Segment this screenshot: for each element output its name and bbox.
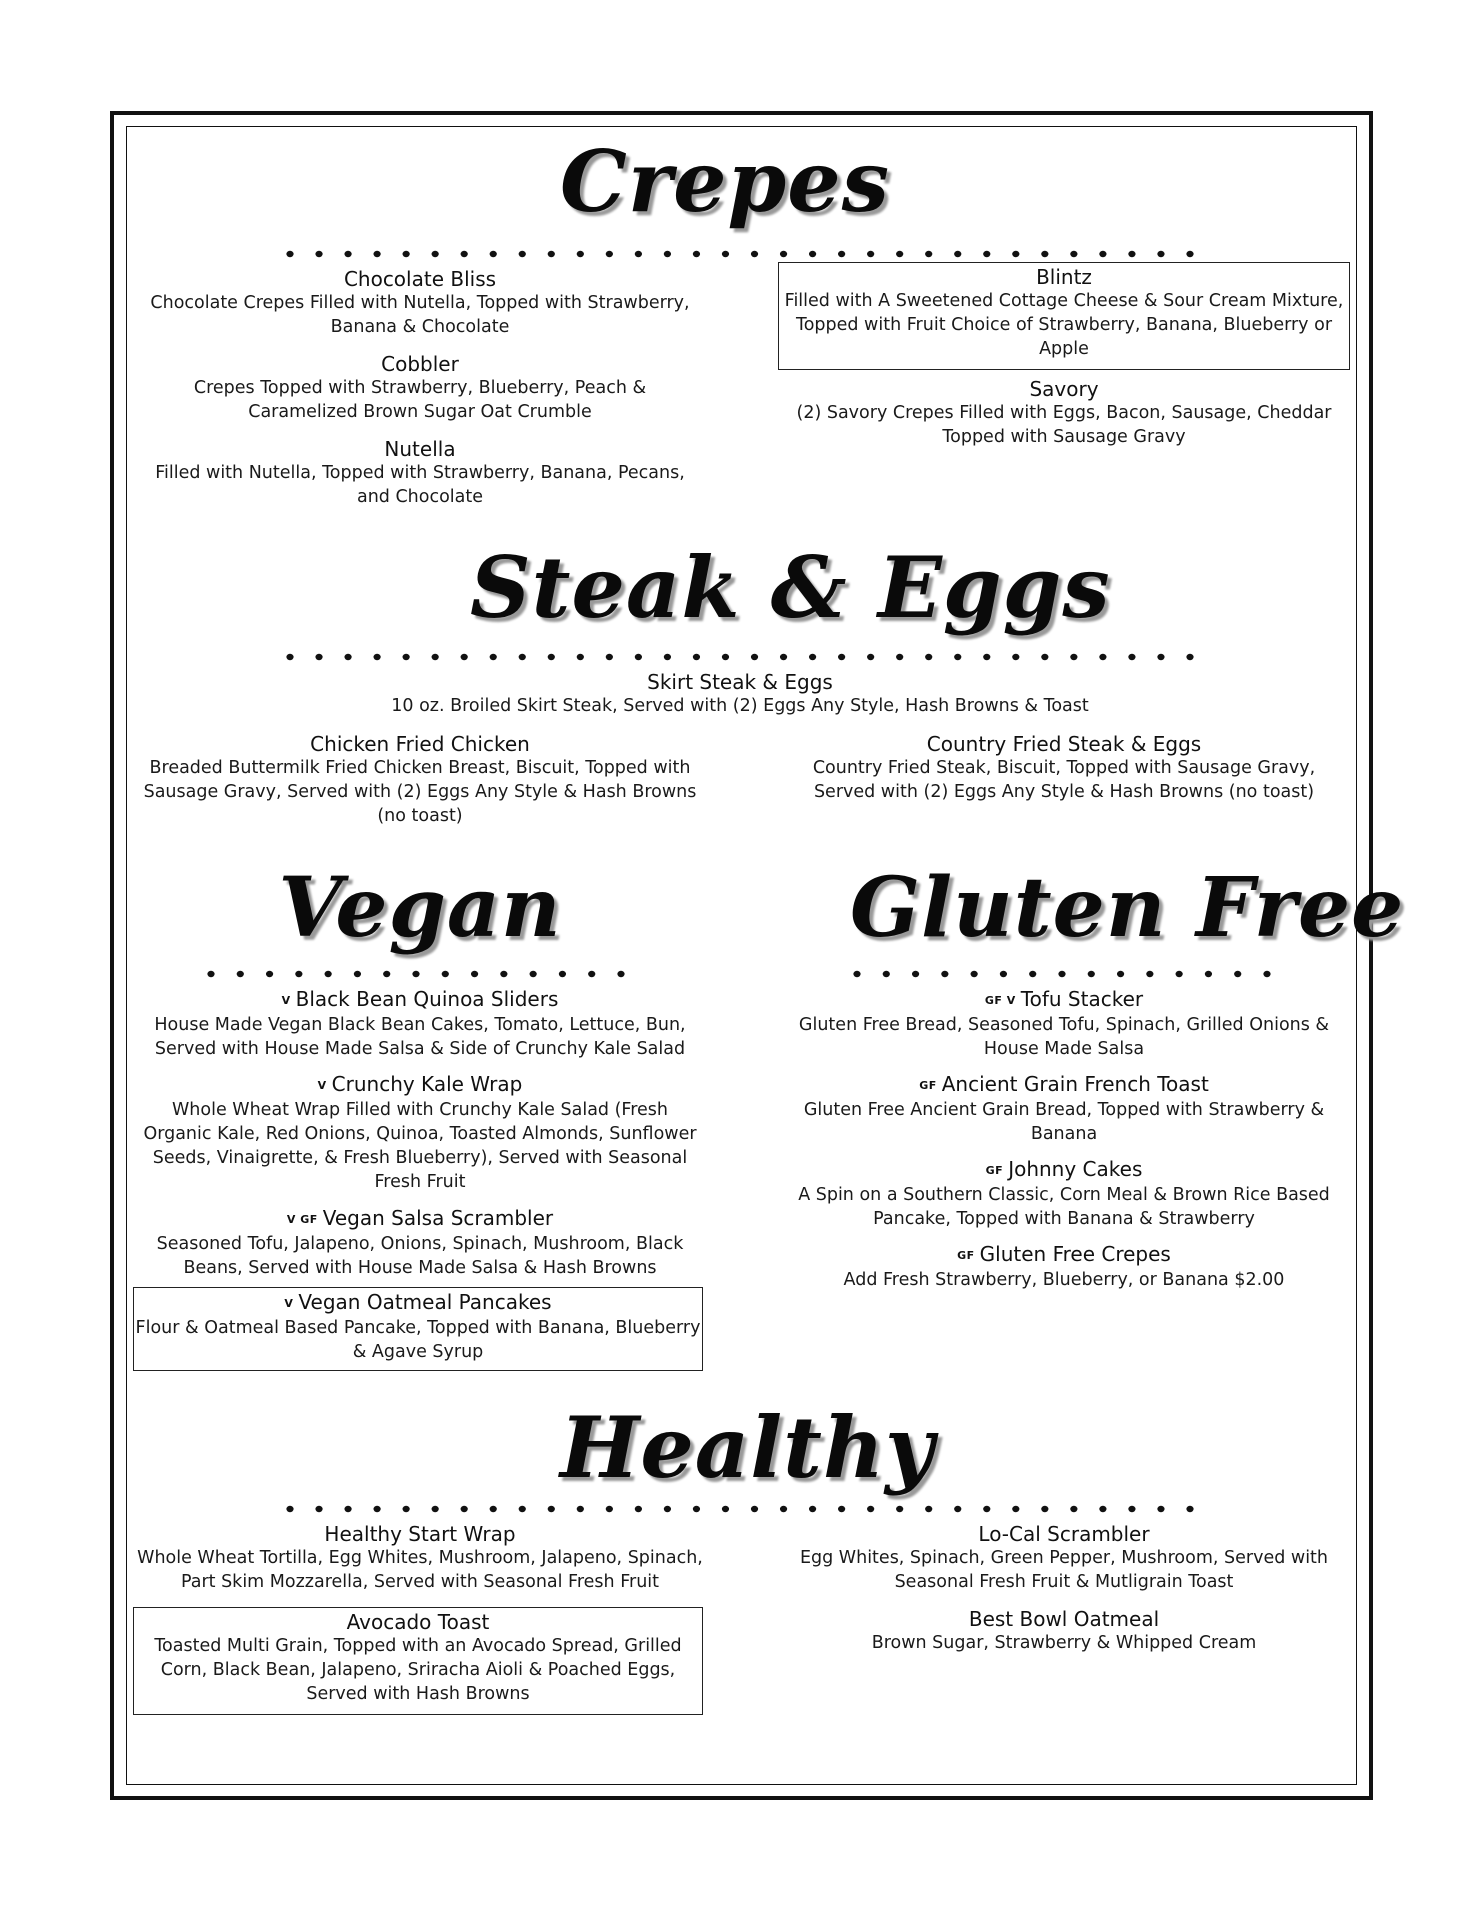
menu-item xyxy=(136,1072,704,1194)
divider-dot xyxy=(1012,251,1019,257)
divider-dot xyxy=(1186,1506,1193,1512)
divider-dot xyxy=(722,1506,729,1512)
divider-dot xyxy=(1263,971,1270,977)
item-name: Nutella xyxy=(384,437,456,461)
dietary-tag: V xyxy=(284,1297,294,1310)
divider-dot xyxy=(1088,971,1095,977)
divider-dot xyxy=(809,1506,816,1512)
heading-healthy: Healthy xyxy=(560,1398,935,1497)
item-name: Chicken Fried Chicken xyxy=(310,732,530,756)
divider-dot xyxy=(971,971,978,977)
dietary-tag: GF xyxy=(957,1249,975,1262)
item-name-text: Tofu Stacker xyxy=(1020,987,1144,1011)
item-description: Chocolate Crepes Filled with Nutella, Topped with Strawberry, Banana & Chocolate xyxy=(150,293,690,337)
dietary-tag: GF V xyxy=(984,994,1016,1007)
divider-dot xyxy=(1128,654,1135,660)
menu-item xyxy=(340,670,1140,718)
divider-dot xyxy=(559,971,566,977)
item-name xyxy=(786,1157,1342,1183)
item-description: Toasted Multi Grain, Topped with an Avocado Spread, Grilled Corn, Black Bean, Jalapeno, Sriracha Aioli & Poached Eggs, Served with Hash Browns xyxy=(154,1636,682,1704)
divider-dot xyxy=(809,251,816,257)
divider-dot xyxy=(286,251,293,257)
divider-dot xyxy=(1234,971,1241,977)
divider-dot xyxy=(432,654,439,660)
menu-item xyxy=(786,1242,1342,1292)
item-name xyxy=(136,1206,704,1232)
divider-dot xyxy=(490,251,497,257)
divider-dot xyxy=(664,251,671,257)
divider-dot xyxy=(295,971,302,977)
divider-dot xyxy=(286,1506,293,1512)
divider-dot xyxy=(1099,251,1106,257)
dietary-tag: GF xyxy=(919,1079,937,1092)
item-name-text: Johnny Cakes xyxy=(1008,1157,1143,1181)
divider-dot xyxy=(315,654,322,660)
divider-dot xyxy=(1070,1506,1077,1512)
divider-dot xyxy=(925,654,932,660)
divider-dot xyxy=(664,1506,671,1512)
menu-item xyxy=(796,732,1332,804)
item-description: 10 oz. Broiled Skirt Steak, Served with (2) Eggs Any Style, Hash Browns & Toast xyxy=(391,696,1089,716)
divider-dot xyxy=(693,654,700,660)
divider-dot xyxy=(693,1506,700,1512)
divider-dot xyxy=(853,971,860,977)
divider-dot xyxy=(588,971,595,977)
divider-dot xyxy=(500,971,507,977)
dotted-divider xyxy=(285,248,1195,260)
menu-item-featured xyxy=(133,1607,703,1715)
menu-item xyxy=(786,377,1342,449)
item-description: Whole Wheat Tortilla, Egg Whites, Mushroom, Jalapeno, Spinach, Part Skim Mozzarella, Served with Seasonal Fresh Fruit xyxy=(137,1548,703,1592)
item-name: Chocolate Bliss xyxy=(343,267,497,291)
divider-dot xyxy=(635,1506,642,1512)
menu-item xyxy=(786,1157,1342,1231)
divider-dot xyxy=(519,251,526,257)
item-description: Flour & Oatmeal Based Pancake, Topped with Banana, Blueberry & Agave Syrup xyxy=(135,1318,701,1362)
divider-dot xyxy=(1128,251,1135,257)
item-name xyxy=(786,1242,1342,1268)
item-name: Healthy Start Wrap xyxy=(324,1522,516,1546)
divider-dot xyxy=(1012,654,1019,660)
divider-dot xyxy=(403,251,410,257)
item-name xyxy=(134,1290,702,1316)
divider-dot xyxy=(490,654,497,660)
item-name xyxy=(786,987,1342,1013)
divider-dot xyxy=(354,971,361,977)
divider-dot xyxy=(912,971,919,977)
heading-vegan: Vegan xyxy=(278,860,562,956)
divider-dot xyxy=(412,971,419,977)
divider-dot xyxy=(1070,251,1077,257)
item-description: Country Fried Steak, Biscuit, Topped with Sausage Gravy, Served with (2) Eggs Any Style & Hash Browns (no toast) xyxy=(812,758,1316,802)
divider-dot xyxy=(1099,1506,1106,1512)
dietary-tag: GF xyxy=(985,1164,1004,1177)
divider-dot xyxy=(490,1506,497,1512)
divider-dot xyxy=(780,654,787,660)
divider-dot xyxy=(867,251,874,257)
divider-dot xyxy=(237,971,244,977)
item-description: Crepes Topped with Strawberry, Blueberry, Peach & Caramelized Brown Sugar Oat Crumble xyxy=(193,378,647,422)
divider-dot xyxy=(722,251,729,257)
divider-dot xyxy=(751,654,758,660)
dietary-tag: V GF xyxy=(286,1213,318,1226)
divider-dot xyxy=(1000,971,1007,977)
divider-dot xyxy=(838,1506,845,1512)
divider-dot xyxy=(606,654,613,660)
divider-dot xyxy=(635,654,642,660)
item-name: Savory xyxy=(1029,377,1099,401)
item-name: Lo-Cal Scrambler xyxy=(978,1522,1150,1546)
divider-dot xyxy=(461,1506,468,1512)
item-name: Best Bowl Oatmeal xyxy=(968,1607,1160,1631)
divider-dot xyxy=(461,251,468,257)
divider-dot xyxy=(1128,1506,1135,1512)
divider-dot xyxy=(1029,971,1036,977)
divider-dot xyxy=(471,971,478,977)
menu-item xyxy=(136,987,704,1061)
divider-dot xyxy=(1041,1506,1048,1512)
item-description: Whole Wheat Wrap Filled with Crunchy Kale Salad (Fresh Organic Kale, Red Onions, Quinoa, Toasted Almonds, Sunflower Seeds, Vinaigrette, & Fresh Blueberry), Served with Seasonal Fresh Fruit xyxy=(143,1100,697,1192)
divider-dot xyxy=(954,1506,961,1512)
divider-dot xyxy=(207,971,214,977)
item-name-text: Vegan Salsa Scrambler xyxy=(322,1206,554,1230)
divider-dot xyxy=(1176,971,1183,977)
item-name: Blintz xyxy=(1036,265,1092,289)
item-description: Filled with Nutella, Topped with Strawberry, Banana, Pecans, and Chocolate xyxy=(155,463,685,507)
divider-dot xyxy=(325,971,332,977)
menu-item xyxy=(786,1072,1342,1146)
divider-dot xyxy=(883,971,890,977)
menu-item xyxy=(136,267,704,339)
dotted-divider xyxy=(206,968,626,980)
divider-dot xyxy=(925,1506,932,1512)
divider-dot xyxy=(751,1506,758,1512)
item-description: Gluten Free Bread, Seasoned Tofu, Spinach, Grilled Onions & House Made Salsa xyxy=(798,1015,1330,1059)
item-name-text: Vegan Oatmeal Pancakes xyxy=(298,1290,552,1314)
divider-dot xyxy=(954,251,961,257)
menu-item xyxy=(136,732,704,828)
item-name-text: Black Bean Quinoa Sliders xyxy=(295,987,559,1011)
item-name: Cobbler xyxy=(381,352,459,376)
heading-crepes: Crepes xyxy=(560,132,891,231)
divider-dot xyxy=(1117,971,1124,977)
item-name: Skirt Steak & Eggs xyxy=(647,670,833,694)
divider-dot xyxy=(315,1506,322,1512)
divider-dot xyxy=(432,1506,439,1512)
menu-item xyxy=(146,437,694,509)
divider-dot xyxy=(693,251,700,257)
item-name xyxy=(136,1072,704,1098)
item-name-text: Crunchy Kale Wrap xyxy=(331,1072,523,1096)
divider-dot xyxy=(519,1506,526,1512)
divider-dot xyxy=(519,654,526,660)
divider-dot xyxy=(635,251,642,257)
item-name xyxy=(786,1072,1342,1098)
divider-dot xyxy=(1186,654,1193,660)
divider-dot xyxy=(442,971,449,977)
divider-dot xyxy=(722,654,729,660)
divider-dot xyxy=(577,251,584,257)
item-name-text: Ancient Grain French Toast xyxy=(941,1072,1209,1096)
item-description: A Spin on a Southern Classic, Corn Meal & Brown Rice Based Pancake, Topped with Banana & Strawberry xyxy=(798,1185,1330,1229)
divider-dot xyxy=(617,971,624,977)
divider-dot xyxy=(896,654,903,660)
divider-dot xyxy=(403,1506,410,1512)
dietary-tag: V xyxy=(281,994,291,1007)
divider-dot xyxy=(780,251,787,257)
dietary-tag: V xyxy=(317,1079,327,1092)
item-description: Egg Whites, Spinach, Green Pepper, Mushroom, Served with Seasonal Fresh Fruit & Mutligrain Toast xyxy=(799,1548,1329,1592)
item-name: Country Fried Steak & Eggs xyxy=(926,732,1202,756)
divider-dot xyxy=(838,654,845,660)
menu-item xyxy=(786,1522,1342,1594)
divider-dot xyxy=(1058,971,1065,977)
divider-dot xyxy=(983,654,990,660)
heading-steak-and-eggs: Steak & Eggs xyxy=(470,538,1111,637)
divider-dot xyxy=(751,251,758,257)
divider-dot xyxy=(1205,971,1212,977)
divider-dot xyxy=(954,654,961,660)
menu-item xyxy=(786,987,1342,1061)
item-description: Add Fresh Strawberry, Blueberry, or Banana $2.00 xyxy=(843,1270,1285,1290)
divider-dot xyxy=(548,1506,555,1512)
divider-dot xyxy=(1070,654,1077,660)
menu-item xyxy=(786,1607,1342,1655)
divider-dot xyxy=(983,1506,990,1512)
divider-dot xyxy=(838,251,845,257)
item-description: Gluten Free Ancient Grain Bread, Topped with Strawberry & Banana xyxy=(803,1100,1325,1144)
divider-dot xyxy=(983,251,990,257)
divider-dot xyxy=(780,1506,787,1512)
item-description: (2) Savory Crepes Filled with Eggs, Bacon, Sausage, Cheddar Topped with Sausage Gravy xyxy=(796,403,1332,447)
item-description: Filled with A Sweetened Cottage Cheese & Sour Cream Mixture, Topped with Fruit Choice of Strawberry, Banana, Blueberry or Apple xyxy=(784,291,1344,359)
divider-dot xyxy=(577,654,584,660)
divider-dot xyxy=(373,251,380,257)
divider-dot xyxy=(925,251,932,257)
divider-dot xyxy=(896,1506,903,1512)
divider-dot xyxy=(1146,971,1153,977)
item-name-text: Gluten Free Crepes xyxy=(979,1242,1171,1266)
item-name: Avocado Toast xyxy=(346,1610,490,1634)
divider-dot xyxy=(373,654,380,660)
item-description: Seasoned Tofu, Jalapeno, Onions, Spinach, Mushroom, Black Beans, Served with House Made Salsa & Hash Browns xyxy=(156,1234,684,1278)
dotted-divider xyxy=(285,651,1195,663)
divider-dot xyxy=(530,971,537,977)
divider-dot xyxy=(461,654,468,660)
divider-dot xyxy=(344,251,351,257)
divider-dot xyxy=(383,971,390,977)
divider-dot xyxy=(344,1506,351,1512)
menu-item xyxy=(136,1206,704,1280)
divider-dot xyxy=(373,1506,380,1512)
divider-dot xyxy=(286,654,293,660)
divider-dot xyxy=(344,654,351,660)
dotted-divider xyxy=(852,968,1272,980)
dotted-divider xyxy=(285,1503,1195,1515)
divider-dot xyxy=(1186,251,1193,257)
item-description: House Made Vegan Black Bean Cakes, Tomato, Lettuce, Bun, Served with House Made Salsa & Side of Crunchy Kale Salad xyxy=(154,1015,686,1059)
divider-dot xyxy=(896,251,903,257)
divider-dot xyxy=(1157,251,1164,257)
menu-item xyxy=(136,1522,704,1594)
divider-dot xyxy=(403,654,410,660)
divider-dot xyxy=(432,251,439,257)
divider-dot xyxy=(1157,1506,1164,1512)
divider-dot xyxy=(664,654,671,660)
divider-dot xyxy=(606,251,613,257)
divider-dot xyxy=(315,251,322,257)
divider-dot xyxy=(941,971,948,977)
divider-dot xyxy=(809,654,816,660)
divider-dot xyxy=(266,971,273,977)
item-name xyxy=(136,987,704,1013)
divider-dot xyxy=(1099,654,1106,660)
item-description: Breaded Buttermilk Fried Chicken Breast, Biscuit, Topped with Sausage Gravy, Served with (2) Eggs Any Style & Hash Browns (no toast) xyxy=(143,758,697,826)
divider-dot xyxy=(867,1506,874,1512)
item-description: Brown Sugar, Strawberry & Whipped Cream xyxy=(871,1633,1257,1653)
divider-dot xyxy=(1157,654,1164,660)
menu-item xyxy=(176,352,664,424)
divider-dot xyxy=(867,654,874,660)
menu-item-featured xyxy=(778,262,1350,370)
divider-dot xyxy=(606,1506,613,1512)
divider-dot xyxy=(1041,654,1048,660)
divider-dot xyxy=(548,251,555,257)
menu-item-featured xyxy=(133,1287,703,1371)
divider-dot xyxy=(577,1506,584,1512)
divider-dot xyxy=(1041,251,1048,257)
heading-gluten-free: Gluten Free xyxy=(850,860,1405,956)
divider-dot xyxy=(1012,1506,1019,1512)
divider-dot xyxy=(548,654,555,660)
